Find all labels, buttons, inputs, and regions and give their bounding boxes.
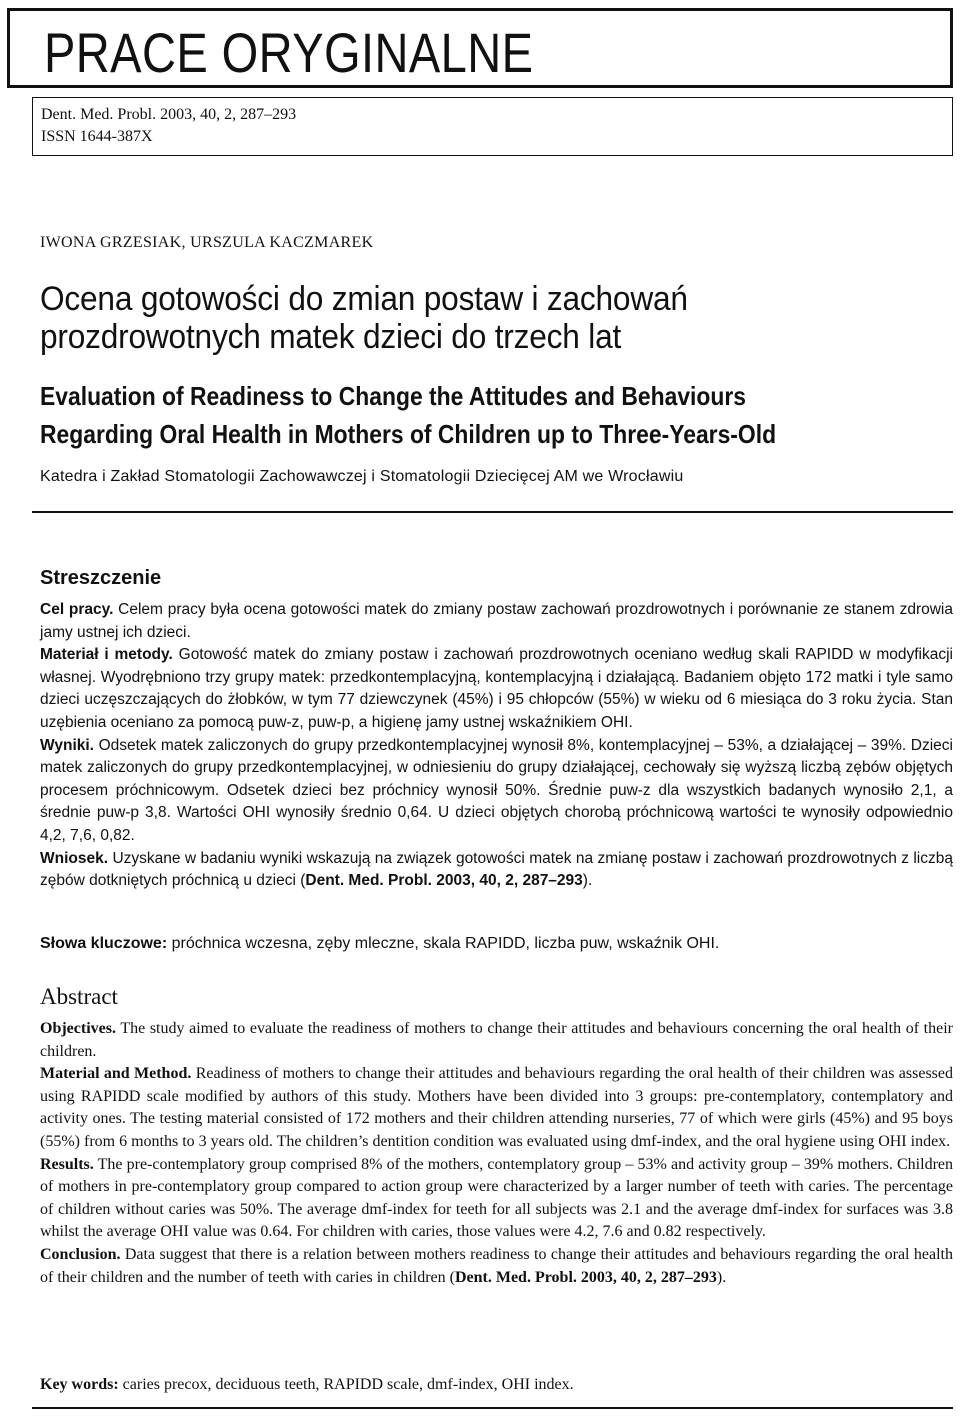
paragraph-lead: Material and Method. — [40, 1065, 192, 1083]
abstract-paragraph — [40, 1244, 953, 1289]
paragraph-lead: Objectives. — [40, 1020, 116, 1037]
paragraph-text: Readiness of mothers to change their attitudes and behaviours regarding the oral health of their children was assessed using RAPIDD scale modified by authors of this study. Mothers have been divided into 3 groups: pre-contemplatory, contemplatory and activity ones. The testing material consisted of 172 mothers and their children attending nurseries, 77 of which were girls (45%) and 95 boys (55%) from 6 months to 3 years old. The children’s dentition condition was evaluated using dmf-index, and the oral hygiene using OHI index. — [40, 1065, 953, 1150]
paragraph-text: Odsetek matek zaliczonych do grupy przedkontemplacyjnej wynosił 8%, kontemplacyjnej – 53%, a działającej – 39%. Dzieci matek zaliczonych do grupy przedkontemplacyjnej, w odniesieniu do grupy działającej, cechowały się wyższą liczbą zębów objętych procesem próchnicowym. Odsetek dzieci bez próchnicy wynosił 50%. Średnie puw-z dla wszystkich badanych wynosiło 2,1, a średnie puw-p 3,8. Wartości OHI wynosiły średnio 0,64. U dzieci objętych chorobą próchnicową wartości te wynosiły odpowiednio 4,2, 7,6, 0,82. — [40, 736, 953, 844]
paragraph-text: Celem pracy była ocena gotowości matek do zmiany postaw zachowań prozdrowotnych i porównanie ze stanem zdrowia jamy ustnej ich dzieci. — [40, 601, 953, 641]
paragraph-lead: Wniosek. — [40, 849, 109, 867]
keywords-english — [40, 1376, 953, 1394]
paragraph-text: The pre-contemplatory group comprised 8% of the mothers, contemplatory group – 53% and activity group – 39% mothers. Children of mothers in pre-contemplatory group compared to action group were characterized by a larger number of teeth with caries. The percentage of children without caries was 50%. The average dmf-index for teeth for all subjects was 2.1 and the average dmf-index for surfaces was 3.8 whilst the average OHI value was 0.64. For children with caries, those values were 4.2, 7.6 and 0.82 respectively. — [40, 1155, 953, 1241]
streszczenie-paragraph — [40, 644, 953, 734]
keywords-text: próchnica wczesna, zęby mleczne, skala RAPIDD, liczba puw, wskaźnik OHI. — [167, 935, 720, 952]
paragraph-text: Uzyskane w badaniu wyniki wskazują na związek gotowości matek na zmianę postaw i zachowań prozdrowotnych z liczbą zębów dotkniętych próchnicą u dzieci ( — [40, 849, 953, 890]
divider-bottom — [32, 1407, 953, 1409]
streszczenie-heading: Streszczenie — [40, 567, 162, 589]
paragraph-tail: ). — [582, 872, 593, 890]
streszczenie-paragraph — [40, 599, 953, 644]
paragraph-lead: Conclusion. — [40, 1245, 121, 1263]
paragraph-text: The study aimed to evaluate the readiness of mothers to change their attitudes and behaviours concerning the oral health of their children. — [40, 1020, 953, 1060]
paragraph-tail: ). — [716, 1268, 727, 1286]
abstract-paragraph — [40, 1063, 953, 1153]
streszczenie-body — [40, 599, 953, 893]
article-title-polish: Ocena gotowości do zmian postaw i zachowań prozdrowotnych matek dzieci do trzech lat — [40, 280, 688, 356]
paragraph-text: Data suggest that there is a relation between mothers readiness to change their attitudes and behaviours regarding the oral health of their children and the number of teeth with caries in children ( — [40, 1245, 953, 1286]
citation-reference: Dent. Med. Probl. 2003, 40, 2, 287–293 — [305, 872, 583, 890]
section-banner — [7, 8, 953, 88]
citation-reference: Dent. Med. Probl. 2003, 40, 2, 287–293 — [454, 1268, 717, 1286]
abstract-heading: Abstract — [40, 984, 118, 1009]
keywords-label: Słowa kluczowe: — [40, 935, 168, 952]
paragraph-lead: Cel pracy. — [40, 601, 114, 618]
keywords-polish — [40, 935, 953, 953]
divider-top — [32, 511, 953, 513]
streszczenie-paragraph — [40, 735, 953, 848]
keywords-text: caries precox, deciduous teeth, RAPIDD scale, dmf-index, OHI index. — [118, 1376, 574, 1393]
streszczenie-paragraph — [40, 848, 953, 893]
article-title-english: Evaluation of Readiness to Change the Attitudes and Behaviours Regarding Oral Health in Mothers of Children up to Three-Years-Old — [40, 381, 777, 449]
authors — [40, 234, 373, 252]
paragraph-text: Gotowość matek do zmiany postaw i zachowań prozdrowotnych oceniano według skali RAPIDD w modyfikacji własnej. Wyodrębniono trzy grupy matek: przedkontemplacyjną, kontemplacyjną i działającą. Badaniem objęto 172 matki i tyle samo dzieci uczęszczających do żłobków, w tym 77 dziewczynek (45%) i 95 chłopców (55%) w wieku od 6 miesiąca do 3 roku życia. Stan uzębienia oceniano za pomocą puw-z, puw-p, a higienę jamy ustnej wskaźnikiem OHI. — [40, 646, 953, 731]
affiliation: Katedra i Zakład Stomatologii Zachowawczej i Stomatologii Dziecięcej AM we Wrocławiu — [40, 468, 684, 485]
paragraph-lead: Results. — [40, 1155, 94, 1173]
paragraph-lead: Wyniki. — [40, 736, 94, 754]
journal-citation: Dent. Med. Probl. 2003, 40, 2, 287–293 — [41, 106, 297, 123]
abstract-paragraph — [40, 1018, 953, 1063]
authors-text: IWONA GRZESIAK, URSZULA KACZMAREK — [40, 234, 374, 251]
abstract-body — [40, 1018, 953, 1289]
issn: ISSN 1644-387X — [41, 128, 153, 145]
paragraph-lead: Materiał i metody. — [40, 646, 173, 664]
section-banner-title: PRACE ORYGINALNE — [44, 21, 534, 84]
abstract-paragraph — [40, 1154, 953, 1244]
keywords-label: Key words: — [40, 1376, 119, 1393]
citation-box — [32, 97, 953, 156]
